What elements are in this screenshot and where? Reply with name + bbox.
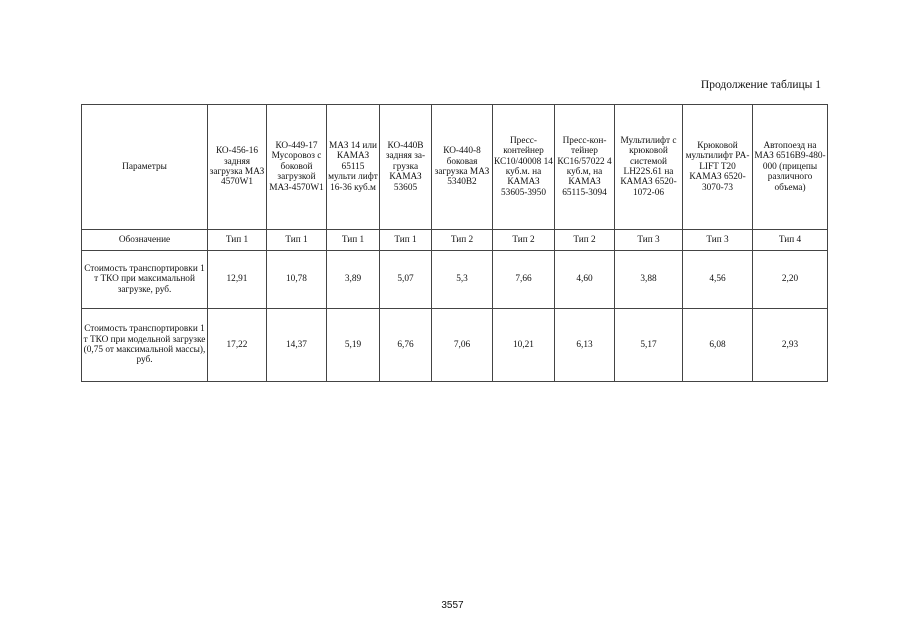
table-cell: 14,37 bbox=[267, 309, 327, 382]
table-caption: Продолжение таблицы 1 bbox=[700, 79, 821, 91]
row-label-cell: Стоимость транспортировки 1 т ТКО при максимальной загрузке, руб. bbox=[82, 251, 208, 309]
table-cell: 12,91 bbox=[208, 251, 267, 309]
header-cell: Автопоезд на МАЗ 6516В9-480-000 (прицепы различного объема) bbox=[753, 105, 828, 230]
header-cell: Крюковой мультилифт PA- LIFT T20 КАМАЗ 6520-3070-73 bbox=[683, 105, 753, 230]
table-cell: 6,76 bbox=[380, 309, 432, 382]
table-cell: Тип 3 bbox=[615, 230, 683, 251]
header-cell: КО-440В задняя за-грузка КАМАЗ 53605 bbox=[380, 105, 432, 230]
header-cell: Пресс-кон-тейнер КС16/57022 4 куб.м, на КАМАЗ 65115-3094 bbox=[555, 105, 615, 230]
table-cell: Тип 4 bbox=[753, 230, 828, 251]
header-cell: МАЗ 14 или КАМАЗ 65115 мульти лифт 16-36 куб.м bbox=[327, 105, 380, 230]
table-cell: Тип 1 bbox=[208, 230, 267, 251]
header-cell: КО-449-17 Мусоровоз с боковой загрузкой МАЗ-4570W1 bbox=[267, 105, 327, 230]
table-cell: Тип 3 bbox=[683, 230, 753, 251]
table-cell: Тип 2 bbox=[432, 230, 493, 251]
page-number: 3557 bbox=[441, 600, 464, 611]
table-cell: 2,93 bbox=[753, 309, 828, 382]
table-cell: 3,89 bbox=[327, 251, 380, 309]
table-cell: Тип 1 bbox=[327, 230, 380, 251]
data-table bbox=[81, 104, 828, 382]
table-cell: Тип 2 bbox=[493, 230, 555, 251]
table-cell: Тип 1 bbox=[380, 230, 432, 251]
table-cell: 6,08 bbox=[683, 309, 753, 382]
table-cell: 4,60 bbox=[555, 251, 615, 309]
row-label-cell: Обозначение bbox=[82, 230, 208, 251]
table-cell: 10,78 bbox=[267, 251, 327, 309]
table-row bbox=[82, 230, 828, 251]
header-cell: КО-440-8 боковая загрузка МАЗ 5340В2 bbox=[432, 105, 493, 230]
table-row bbox=[82, 309, 828, 382]
table-row bbox=[82, 251, 828, 309]
table-cell: 4,56 bbox=[683, 251, 753, 309]
table-cell: Тип 1 bbox=[267, 230, 327, 251]
table-cell: 3,88 bbox=[615, 251, 683, 309]
table-cell: Тип 2 bbox=[555, 230, 615, 251]
header-cell: Параметры bbox=[82, 105, 208, 230]
table-cell: 17,22 bbox=[208, 309, 267, 382]
table-cell: 5,19 bbox=[327, 309, 380, 382]
table-header-row bbox=[82, 105, 828, 230]
header-cell: Пресс-контейнер КС10/40008 14 куб.м. на КАМАЗ 53605-3950 bbox=[493, 105, 555, 230]
row-label-cell: Стоимость транспортировки 1 т ТКО при модельной загрузке (0,75 от максимальной массы), руб. bbox=[82, 309, 208, 382]
table-cell: 7,06 bbox=[432, 309, 493, 382]
table-cell: 5,3 bbox=[432, 251, 493, 309]
table-cell: 6,13 bbox=[555, 309, 615, 382]
header-cell: Мультилифт с крюковой системой LH22S.61 на КАМАЗ 6520-1072-06 bbox=[615, 105, 683, 230]
table-cell: 2,20 bbox=[753, 251, 828, 309]
table-cell: 7,66 bbox=[493, 251, 555, 309]
table-cell: 5,17 bbox=[615, 309, 683, 382]
table-cell: 10,21 bbox=[493, 309, 555, 382]
table-cell: 5,07 bbox=[380, 251, 432, 309]
header-cell: КО-456-16 задняя загрузка МАЗ 4570W1 bbox=[208, 105, 267, 230]
